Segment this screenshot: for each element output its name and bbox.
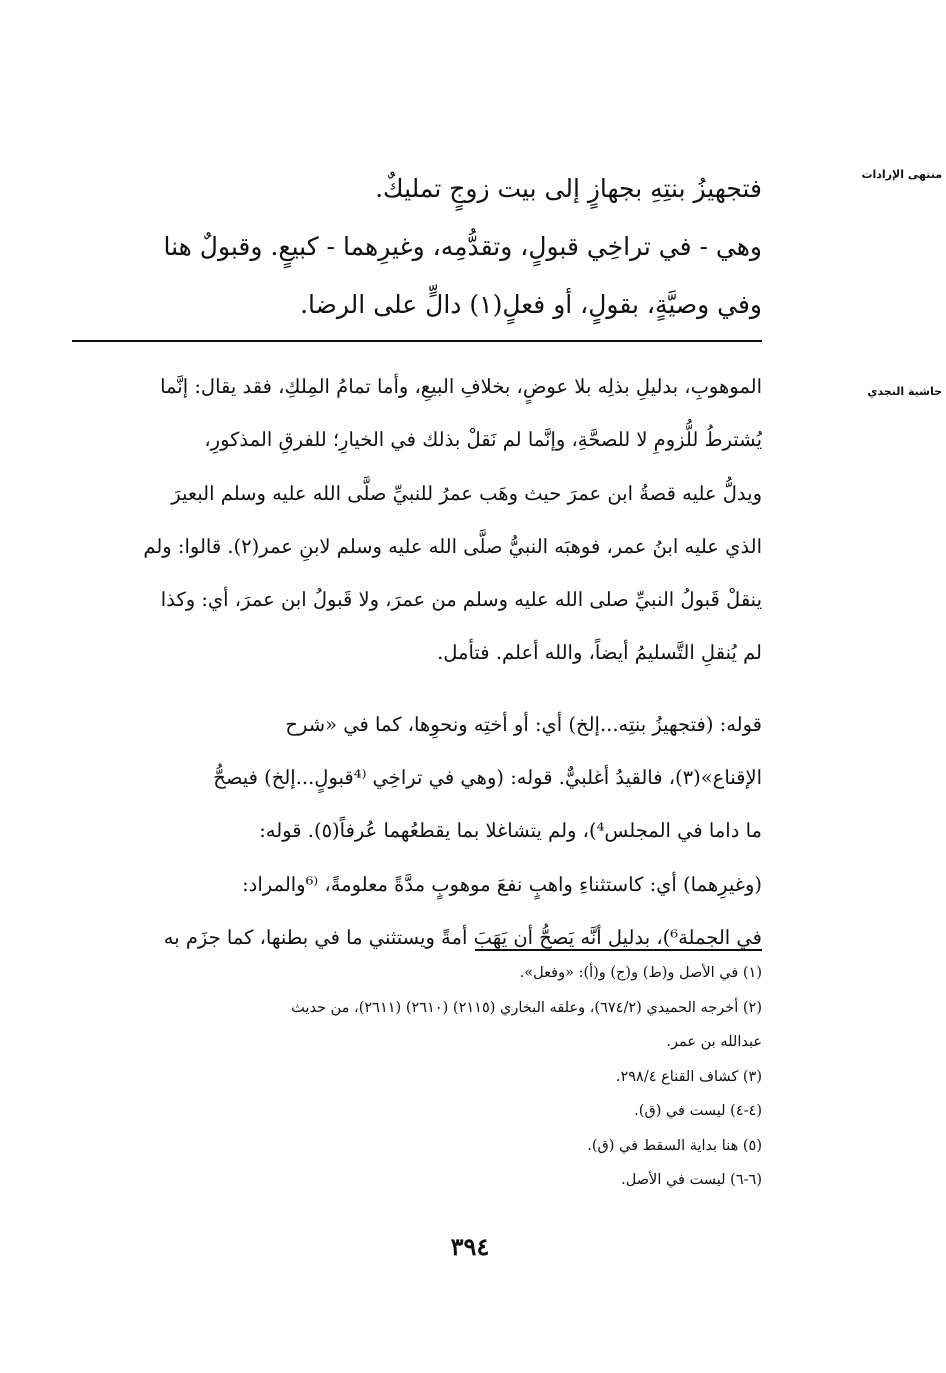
commentary-line: ويدلُّ عليه قصةُ ابن عمرَ حيث وهَب عمرُ للنبيِّ صلَّى الله عليه وسلم البعيرَ (171, 481, 762, 505)
footnote: (١) في الأصل و(ط) و(ج) و(أ): «وفعل». (519, 965, 762, 981)
footnote-continuation: عبدالله بن عمر. (666, 1034, 762, 1050)
footnotes (70, 956, 762, 1198)
main-text (70, 160, 762, 334)
commentary-line: الموهوبِ، بدليلِ بذلِه بلا عوضٍ، بخلافِ البيعِ، وأما تمامُ المِلكِ، فقد يقال: إنَّما (160, 375, 762, 398)
main-text-line: وهي - في تراخِي قبولٍ، وتقدُّمِه، وغيرِهما - كبيعٍ. وقبولٌ هنا (163, 232, 762, 261)
commentary-line: في الجملة⁶)، بدليلِ أنَّه يَصحُّ أن يَهَبَ أمةً ويستثني ما في بطنها، كما جزَم به (163, 925, 762, 949)
main-text-line: فتجهيزُ بنتِهِ بجهازٍ إلى بيت زوجٍ تمليكٌ. (375, 174, 762, 203)
footnote: (٢) أخرجه الحميدي (٦٧٤/٢)، وعلقه البخاري (٢١١٥) (٢٦١٠) (٢٦١١)، من حديث (291, 999, 762, 1016)
commentary-line: يُشترطُ للُّزومِ لا للصحَّةِ، وإنَّما لم نَقلْ بذلك في الخيارِ؛ للفرقِ المذكورِ، (204, 428, 762, 452)
footnote-divider (475, 949, 762, 951)
page-number: ٣٩٤ (450, 1232, 490, 1261)
commentary-line: ينقلْ قَبولُ النبيِّ صلى الله عليه وسلم من عمرَ، ولا قَبولُ ابن عمرَ، أي: وكذا (160, 588, 762, 612)
commentary-line: (وغيرِهما) أي: كاستثناءِ واهبٍ نفعَ موهوبٍ مدَّةً معلومةً، ⁽⁶والمراد: (242, 872, 762, 896)
commentary-line: الذي عليه ابنُ عمر، فوهبَه النبيُّ صلَّى الله عليه وسلم لابنِ عمر(٢). قالوا: ولم (143, 534, 762, 558)
main-text-line: وفي وصيَّةٍ، بقولٍ، أو فعلٍ(١) دالٍّ على الرضا. (300, 290, 762, 319)
footnote: (٥) هنا بداية السقط في (ق). (587, 1137, 762, 1154)
commentary-margin-label: حاشية النجدي (867, 385, 942, 398)
footnote: (٦-٦) ليست في الأصل. (621, 1172, 762, 1188)
commentary-line: قوله: (فتجهيزُ بنتِه...إلخ) أي: أو أختِه ونحوِها، كما في «شرح (285, 712, 762, 736)
commentary-line: الإقناع»(٣)، فالقيدُ أغلبيٌّ. قوله: (وهي في تراخِي ⁽⁴قبولٍ...إلخ) فيصحُّ (213, 766, 762, 790)
commentary-text (70, 360, 762, 964)
main-text-margin-label: منتهى الإرادات (861, 168, 942, 181)
commentary-line: لم يُنقلِ التَّسليمُ أيضاً، والله أعلم. فتأمل. (437, 641, 762, 665)
footnote: (٤-٤) ليست في (ق). (634, 1103, 762, 1119)
main-text-divider (72, 340, 762, 342)
footnote: (٣) كشاف القناع ٢٩٨/٤. (615, 1068, 762, 1085)
commentary-line: ما داما في المجلس⁴)، ولم يتشاغلا بما يقطعُهما عُرفاً(٥). قوله: (259, 819, 762, 843)
